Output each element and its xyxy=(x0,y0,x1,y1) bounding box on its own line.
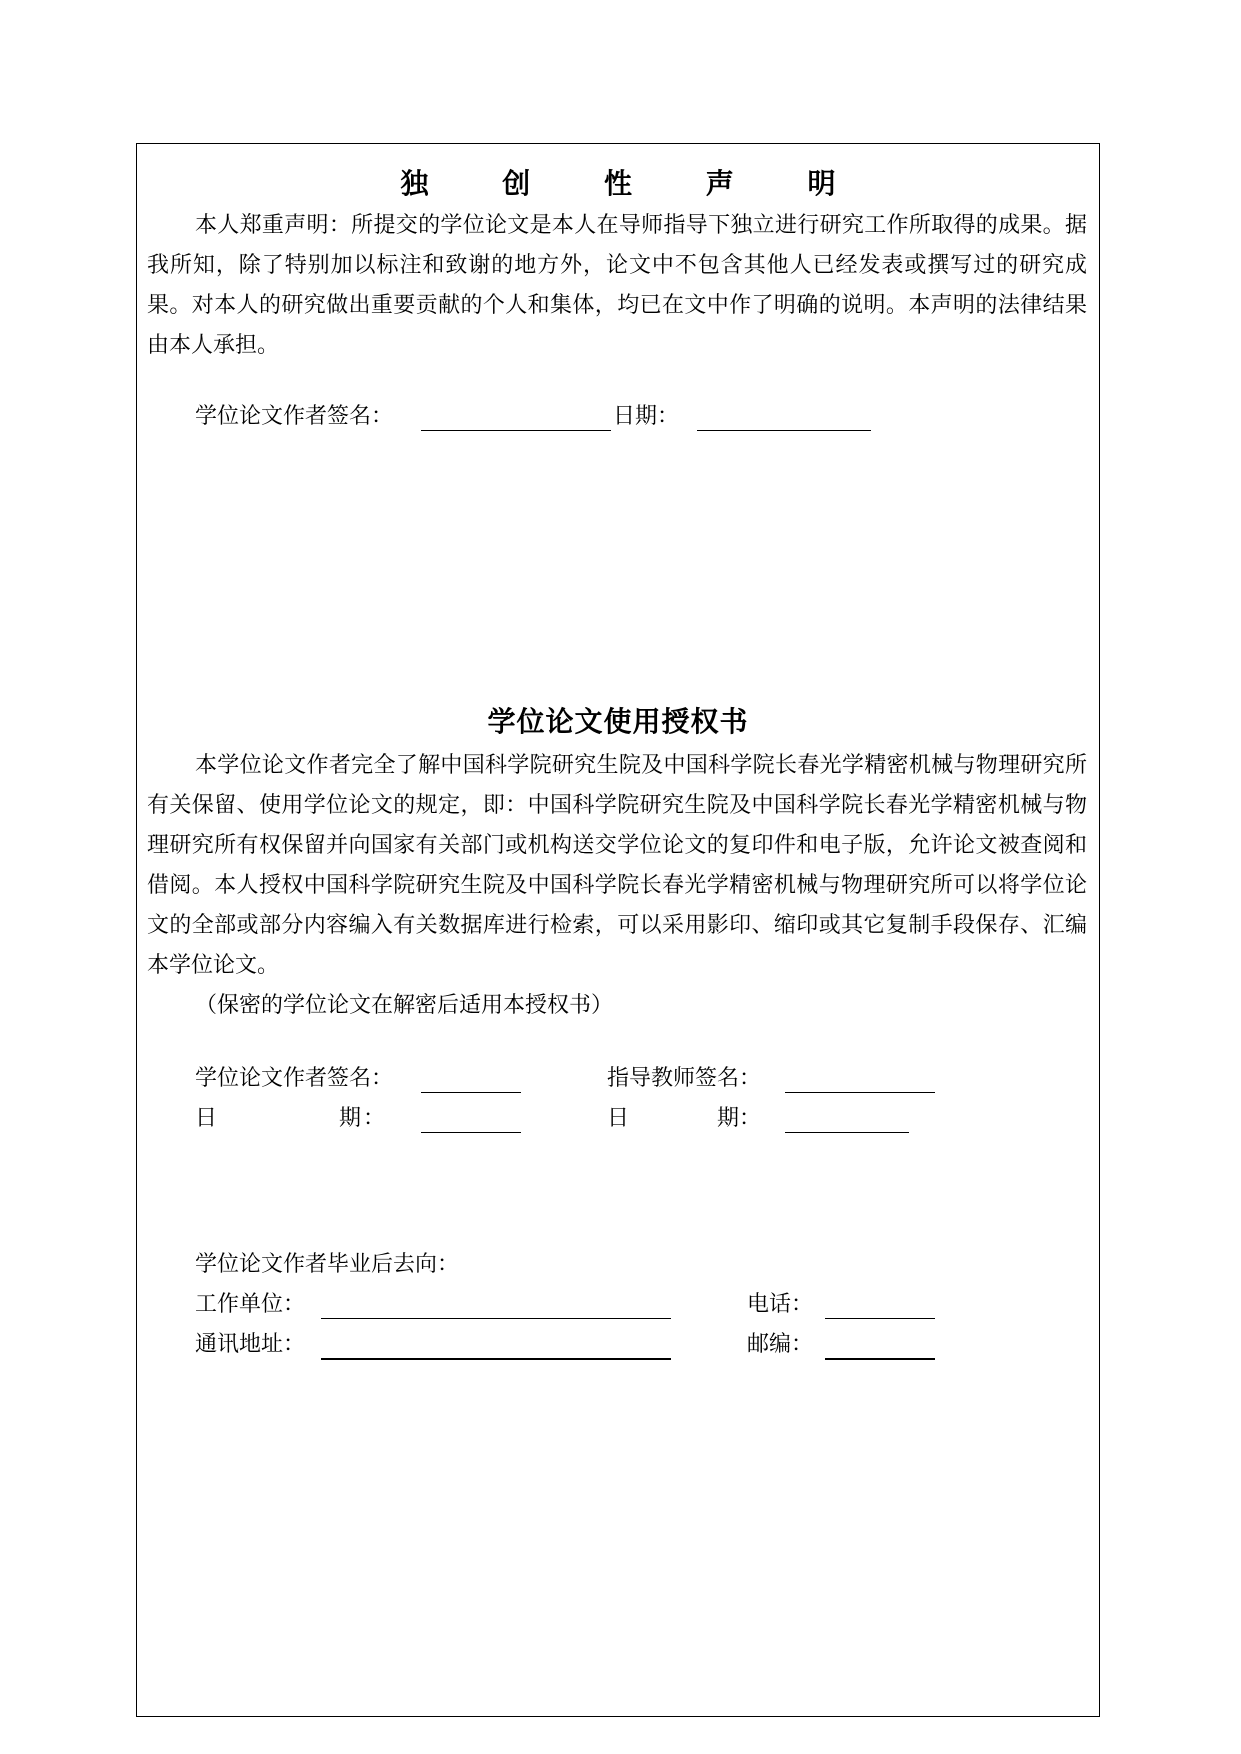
authorization-title: 学位论文使用授权书 xyxy=(487,705,749,738)
postcode-label: 邮编： xyxy=(747,1332,814,1357)
declaration-date-label: 日期： xyxy=(613,404,680,429)
work-unit-label: 工作单位： xyxy=(195,1292,306,1317)
declaration-title: 独 创 性 声 明 xyxy=(400,167,868,200)
destination-heading: 学位论文作者毕业后去向： xyxy=(195,1252,460,1277)
author-signature-label: 学位论文作者签名： xyxy=(195,1066,394,1091)
author-signature-line[interactable] xyxy=(421,1092,521,1093)
author-date-label: 日 期： xyxy=(195,1106,385,1131)
address-label: 通讯地址： xyxy=(195,1332,306,1357)
phone-label: 电话： xyxy=(747,1292,814,1317)
advisor-date-line[interactable] xyxy=(785,1132,909,1133)
declaration-signature-label: 学位论文作者签名： xyxy=(195,404,394,429)
declaration-body: 本人郑重声明：所提交的学位论文是本人在导师指导下独立进行研究工作所取得的成果。据我所知，除了特别加以标注和致谢的地方外，论文中不包含其他人已经发表或撰写过的研究成果。对本人的研究做出重要贡献的个人和集体，均已在文中作了明确的说明。本声明的法律结果由本人承担。 xyxy=(147,213,1087,358)
authorization-body: 本学位论文作者完全了解中国科学院研究生院及中国科学院长春光学精密机械与物理研究所有关保留、使用学位论文的规定，即：中国科学院研究生院及中国科学院长春光学精密机械与物理研究所有权保留并向国家有关部门或机构送交学位论文的复印件和电子版，允许论文被查阅和借阅。本人授权中国科学院研究生院及中国科学院长春光学精密机械与物理研究所可以将学位论文的全部或部分内容编入有关数据库进行检索，可以采用影印、缩印或其它复制手段保存、汇编本学位论文。 xyxy=(147,753,1087,978)
address-line[interactable] xyxy=(321,1358,671,1360)
author-date-line[interactable] xyxy=(421,1132,521,1133)
declaration-date-line[interactable] xyxy=(697,430,871,431)
declaration-signature-line[interactable] xyxy=(421,430,611,431)
advisor-signature-line[interactable] xyxy=(785,1092,935,1093)
phone-line[interactable] xyxy=(825,1318,935,1319)
confidentiality-note: （保密的学位论文在解密后适用本授权书） xyxy=(195,993,614,1018)
postcode-line[interactable] xyxy=(825,1358,935,1360)
document-frame xyxy=(136,143,1100,1717)
advisor-date-label: 日 期： xyxy=(607,1106,762,1131)
advisor-signature-label: 指导教师签名： xyxy=(607,1066,762,1091)
work-unit-line[interactable] xyxy=(321,1318,671,1319)
